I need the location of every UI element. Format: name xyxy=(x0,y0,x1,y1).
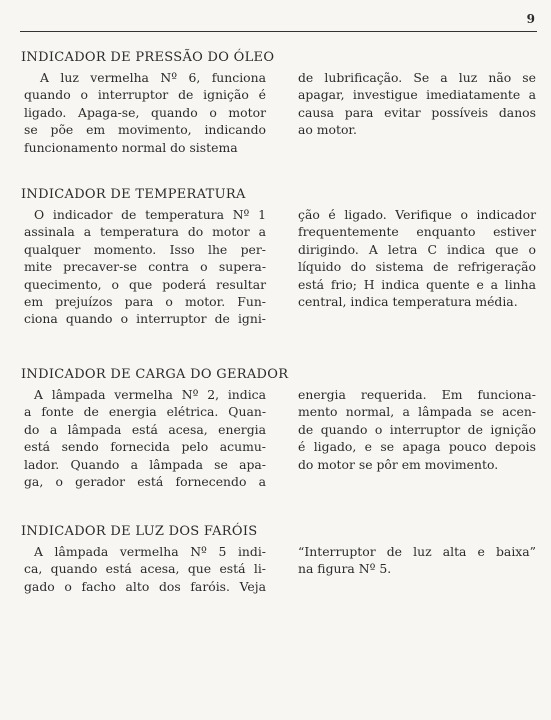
left-column xyxy=(24,543,266,595)
text-line: central, indica temperatura média. xyxy=(298,294,518,310)
text-line: “Interruptor de luz alta e baixa” xyxy=(298,544,536,559)
text-line: na figura Nº 5. xyxy=(298,561,392,577)
text-line: A luz vermelha Nº 6, funciona xyxy=(40,70,266,85)
text-line: ciona quando o interruptor de igni- xyxy=(24,311,266,327)
text-line: se põe em movimento, indicando xyxy=(24,122,266,138)
section-heading: INDICADOR DE TEMPERATURA xyxy=(21,187,246,202)
text-line: em prejuízos para o motor. Fun- xyxy=(24,294,266,310)
text-line: está sendo fornecida pelo acumu- xyxy=(24,439,266,455)
text-line: ao motor. xyxy=(298,122,357,138)
text-line: está frio; H indica quente e a linha xyxy=(298,276,536,292)
text-line: lador. Quando a lâmpada se apa- xyxy=(24,456,266,472)
text-line: quecimento, o que poderá resultar xyxy=(24,276,266,292)
text-line: O indicador de temperatura Nº 1 xyxy=(34,207,266,222)
page-number: 9 xyxy=(526,12,535,26)
right-column xyxy=(298,69,536,139)
right-column xyxy=(298,543,536,578)
text-line: A lâmpada vermelha Nº 5 indi- xyxy=(34,544,266,559)
text-line: dirigindo. A letra C indica que o xyxy=(298,241,536,257)
top-rule xyxy=(20,31,537,32)
text-line: é ligado, e se apaga pouco depois xyxy=(298,439,536,455)
text-line: assinala a temperatura do motor a xyxy=(24,224,266,240)
text-line: de quando o interruptor de ignição xyxy=(298,421,536,437)
text-line: gado o facho alto dos faróis. Veja xyxy=(24,578,266,594)
text-line: do motor se pôr em movimento. xyxy=(298,456,499,472)
text-line: de lubrificação. Se a luz não se xyxy=(298,70,536,85)
text-line: ligado. Apaga-se, quando o motor xyxy=(24,104,266,120)
text-line: mite precaver-se contra o supera- xyxy=(24,259,266,275)
text-line: ção é ligado. Verifique o indicador xyxy=(298,207,536,222)
right-column xyxy=(298,386,536,473)
left-column xyxy=(24,69,266,156)
left-column xyxy=(24,386,266,490)
section-heading: INDICADOR DE CARGA DO GERADOR xyxy=(21,367,289,382)
text-line: frequentemente enquanto estiver xyxy=(298,224,536,240)
section-heading: INDICADOR DE PRESSÃO DO ÓLEO xyxy=(21,50,275,65)
text-line: quando o interruptor de ignição é xyxy=(24,87,266,103)
text-line: A lâmpada vermelha Nº 2, indica xyxy=(34,387,266,402)
text-line: do a lâmpada está acesa, energia xyxy=(24,421,266,437)
text-line: apagar, investigue imediatamente a xyxy=(298,87,536,103)
text-line: ga, o gerador está fornecendo a xyxy=(24,474,266,490)
text-line: energia requerida. Em funciona- xyxy=(298,387,536,402)
text-line: ca, quando está acesa, que está li- xyxy=(24,561,266,577)
text-line: qualquer momento. Isso lhe per- xyxy=(24,241,266,257)
left-column xyxy=(24,206,266,328)
text-line: líquido do sistema de refrigeração xyxy=(298,259,536,275)
text-line: mento normal, a lâmpada se acen- xyxy=(298,404,536,420)
text-line: causa para evitar possíveis danos xyxy=(298,104,536,120)
text-line: funcionamento normal do sistema xyxy=(24,139,238,155)
right-column xyxy=(298,206,536,310)
text-line: a fonte de energia elétrica. Quan- xyxy=(24,404,266,420)
section-heading: INDICADOR DE LUZ DOS FARÓIS xyxy=(21,524,258,539)
